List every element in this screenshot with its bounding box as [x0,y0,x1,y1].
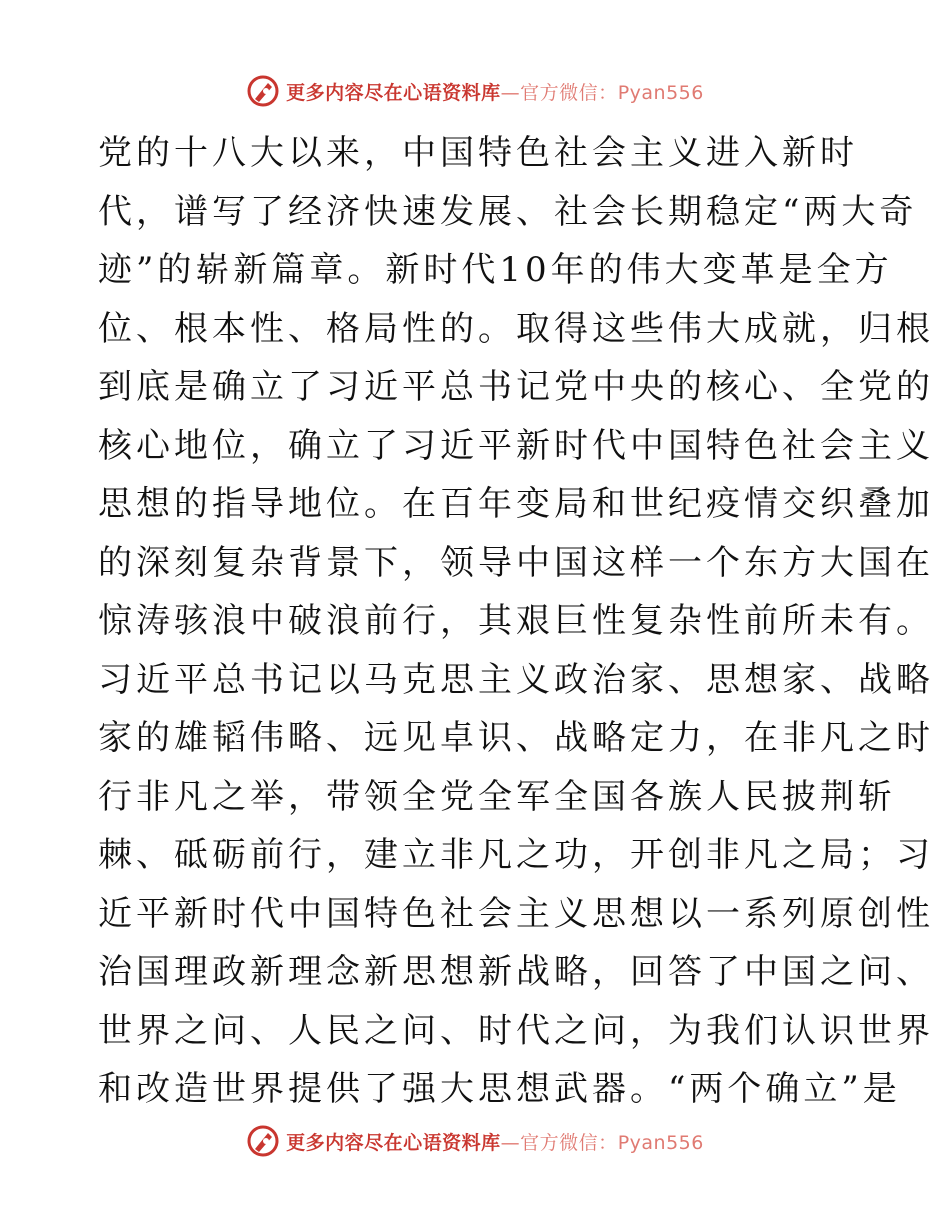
text-line: 的深刻复杂背景下，领导中国这样一个东方大国在 [98,542,934,583]
watermark-site-text: 更多内容尽在心语资料库 [286,1131,501,1154]
text-line: 党的十八大以来，中国特色社会主义进入新时 [98,133,858,173]
text-line: 核心地位，确立了习近平新时代中国特色社会主义 [98,425,934,466]
watermark-text [286,78,704,105]
watermark-site-text: 更多内容尽在心语资料库 [286,81,501,104]
watermark-separator-text: —官方微信： [500,1131,618,1154]
text-line: 习近平总书记以马克思主义政治家、思想家、战略 [98,659,934,700]
text-line: 治国理政新理念新思想新战略，回答了中国之问、 [98,952,934,992]
text-line: 位、根本性、格局性的。取得这些伟大成就，归根 [98,308,934,349]
text-line: 行非凡之举，带领全党全军全国各族人民披荆斩 [98,776,896,817]
watermark-id-text: Pyan556 [617,1131,704,1154]
header-watermark [0,71,950,111]
watermark-separator-text: —官方微信： [500,81,618,104]
text-line: 代，谱写了经济快速发展、社会长期稳定“两大奇 [98,191,918,232]
text-line: 迹”的崭新篇章。新时代10年的伟大变革是全方 [98,250,893,290]
body-paragraph [98,124,934,1119]
footer-watermark [0,1121,950,1161]
text-line: 思想的指导地位。在百年变局和世纪疫情交织叠加 [98,484,934,524]
text-line: 和改造世界提供了强大思想武器。“两个确立”是 [98,1069,901,1109]
text-line: 近平新时代中国特色社会主义思想以一系列原创性 [98,893,934,934]
text-line: 棘、砥砺前行，建立非凡之功，开创非凡之局；习 [98,835,934,875]
watermark-id-text: Pyan556 [617,81,704,104]
text-line: 世界之问、人民之问、时代之问，为我们认识世界 [98,1010,934,1051]
pen-logo-icon [246,1124,280,1158]
text-line: 到底是确立了习近平总书记党中央的核心、全党的 [98,367,934,407]
text-line: 惊涛骇浪中破浪前行，其艰巨性复杂性前所未有。 [98,601,934,641]
watermark-text [286,1128,704,1155]
pen-logo-icon [246,74,280,108]
text-line: 家的雄韬伟略、远见卓识、战略定力，在非凡之时 [98,718,934,758]
